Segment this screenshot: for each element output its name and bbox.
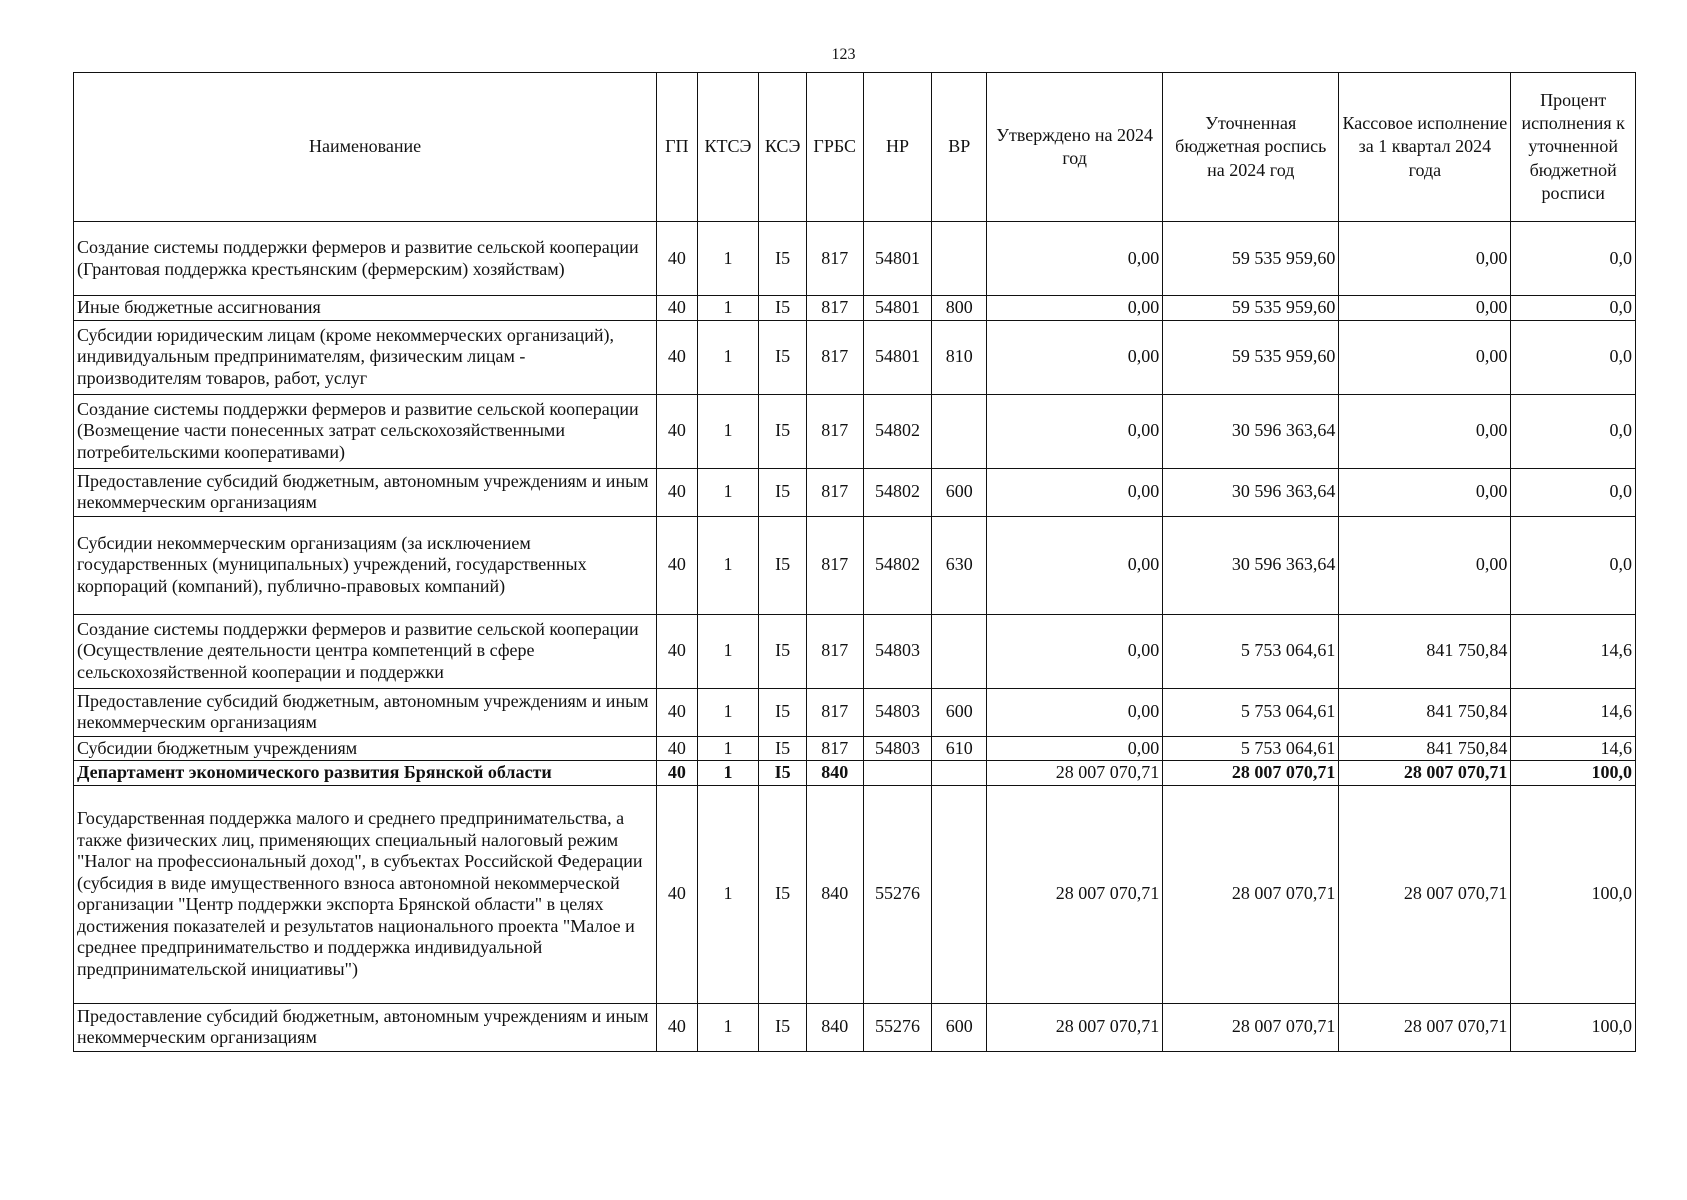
cell-name: Предоставление субсидий бюджетным, автономным учреждениям и иным некоммерческим организациям: [74, 1003, 657, 1051]
cell-refined: 59 535 959,60: [1163, 320, 1339, 394]
cell-ktse: 1: [697, 785, 759, 1003]
cell-nr: [863, 761, 932, 786]
table-row: [74, 296, 1636, 321]
cell-kse: I5: [759, 785, 807, 1003]
cell-vr: 630: [932, 516, 987, 614]
cell-gp: 40: [657, 688, 697, 736]
cell-refined: 5 753 064,61: [1163, 688, 1339, 736]
cell-percent: 100,0: [1511, 785, 1636, 1003]
cell-ktse: 1: [697, 761, 759, 786]
cell-vr: 800: [932, 296, 987, 321]
cell-cash: 0,00: [1339, 320, 1511, 394]
cell-cash: 0,00: [1339, 394, 1511, 468]
table-row: [74, 1003, 1636, 1051]
cell-cash: 0,00: [1339, 222, 1511, 296]
table-row: [74, 394, 1636, 468]
cell-grbs: 817: [806, 320, 863, 394]
cell-grbs: 817: [806, 736, 863, 761]
table-row: [74, 688, 1636, 736]
cell-gp: 40: [657, 614, 697, 688]
col-header-approved: Утверждено на 2024 год: [987, 73, 1163, 222]
cell-percent: 0,0: [1511, 320, 1636, 394]
table-header: [74, 73, 1636, 222]
cell-ktse: 1: [697, 614, 759, 688]
cell-kse: I5: [759, 614, 807, 688]
col-header-nr: НР: [863, 73, 932, 222]
cell-name: Субсидии бюджетным учреждениям: [74, 736, 657, 761]
cell-name: Иные бюджетные ассигнования: [74, 296, 657, 321]
cell-grbs: 840: [806, 785, 863, 1003]
cell-nr: 54801: [863, 222, 932, 296]
cell-grbs: 817: [806, 688, 863, 736]
cell-gp: 40: [657, 761, 697, 786]
cell-refined: 59 535 959,60: [1163, 222, 1339, 296]
cell-name: Создание системы поддержки фермеров и развитие сельской кооперации (Грантовая поддержка крестьянским (фермерским) хозяйствам): [74, 222, 657, 296]
cell-name: Государственная поддержка малого и среднего предпринимательства, а также физических лиц, применяющих специальный налоговый режим "Налог на профессиональный доход", в субъектах Российской Федерации (субсидия в виде имущественного взноса автономной некоммерческой организации "Центр поддержки экспорта Брянской области" в целях достижения показателей и результатов национального проекта "Малое и среднее предпринимательство и поддержка индивидуальной предпринимательской инициативы"): [74, 785, 657, 1003]
cell-grbs: 817: [806, 614, 863, 688]
cell-approved: 0,00: [987, 320, 1163, 394]
cell-ktse: 1: [697, 222, 759, 296]
cell-ktse: 1: [697, 296, 759, 321]
cell-refined: 59 535 959,60: [1163, 296, 1339, 321]
cell-name: Субсидии некоммерческим организациям (за исключением государственных (муниципальных) учреждений, государственных корпораций (компаний), публично-правовых компаний): [74, 516, 657, 614]
cell-gp: 40: [657, 296, 697, 321]
cell-percent: 100,0: [1511, 1003, 1636, 1051]
table-row: [74, 785, 1636, 1003]
cell-cash: 28 007 070,71: [1339, 761, 1511, 786]
cell-kse: I5: [759, 1003, 807, 1051]
cell-vr: [932, 761, 987, 786]
cell-name: Предоставление субсидий бюджетным, автономным учреждениям и иным некоммерческим организациям: [74, 688, 657, 736]
cell-grbs: 817: [806, 394, 863, 468]
cell-nr: 55276: [863, 785, 932, 1003]
cell-cash: 0,00: [1339, 468, 1511, 516]
cell-nr: 54802: [863, 468, 932, 516]
cell-nr: 54803: [863, 614, 932, 688]
cell-refined: 5 753 064,61: [1163, 736, 1339, 761]
cell-gp: 40: [657, 785, 697, 1003]
cell-vr: [932, 785, 987, 1003]
cell-percent: 14,6: [1511, 736, 1636, 761]
cell-kse: I5: [759, 320, 807, 394]
cell-approved: 28 007 070,71: [987, 761, 1163, 786]
cell-nr: 54802: [863, 516, 932, 614]
cell-approved: 0,00: [987, 614, 1163, 688]
cell-gp: 40: [657, 468, 697, 516]
cell-percent: 0,0: [1511, 296, 1636, 321]
cell-name: Создание системы поддержки фермеров и развитие сельской кооперации (Возмещение части понесенных затрат сельскохозяйственными потребительскими кооперативами): [74, 394, 657, 468]
cell-gp: 40: [657, 394, 697, 468]
cell-nr: 54801: [863, 296, 932, 321]
cell-cash: 841 750,84: [1339, 736, 1511, 761]
cell-grbs: 817: [806, 516, 863, 614]
cell-vr: [932, 394, 987, 468]
cell-grbs: 840: [806, 1003, 863, 1051]
budget-table: [73, 72, 1636, 1052]
table-row: [74, 736, 1636, 761]
cell-vr: 600: [932, 468, 987, 516]
cell-nr: 54803: [863, 688, 932, 736]
cell-cash: 841 750,84: [1339, 688, 1511, 736]
table-row: [74, 222, 1636, 296]
cell-kse: I5: [759, 736, 807, 761]
cell-grbs: 817: [806, 222, 863, 296]
cell-approved: 0,00: [987, 468, 1163, 516]
col-header-cash: Кассовое исполнение за 1 квартал 2024 года: [1339, 73, 1511, 222]
cell-kse: I5: [759, 222, 807, 296]
cell-kse: I5: [759, 688, 807, 736]
cell-approved: 0,00: [987, 394, 1163, 468]
table-row: [74, 761, 1636, 786]
cell-kse: I5: [759, 761, 807, 786]
col-header-kse: КСЭ: [759, 73, 807, 222]
cell-approved: 0,00: [987, 296, 1163, 321]
table-row: [74, 320, 1636, 394]
cell-approved: 0,00: [987, 222, 1163, 296]
cell-percent: 0,0: [1511, 468, 1636, 516]
cell-percent: 0,0: [1511, 394, 1636, 468]
cell-name: Создание системы поддержки фермеров и развитие сельской кооперации (Осуществление деятельности центра компетенций в сфере сельскохозяйственной кооперации и поддержки: [74, 614, 657, 688]
cell-ktse: 1: [697, 1003, 759, 1051]
cell-approved: 0,00: [987, 516, 1163, 614]
col-header-refined: Уточненная бюджетная роспись на 2024 год: [1163, 73, 1339, 222]
cell-cash: 28 007 070,71: [1339, 1003, 1511, 1051]
cell-gp: 40: [657, 736, 697, 761]
table-row: [74, 516, 1636, 614]
cell-nr: 54803: [863, 736, 932, 761]
cell-percent: 0,0: [1511, 222, 1636, 296]
cell-vr: 600: [932, 688, 987, 736]
cell-percent: 14,6: [1511, 614, 1636, 688]
cell-approved: 28 007 070,71: [987, 785, 1163, 1003]
cell-nr: 54801: [863, 320, 932, 394]
cell-kse: I5: [759, 468, 807, 516]
col-header-vr: ВР: [932, 73, 987, 222]
cell-name: Субсидии юридическим лицам (кроме некоммерческих организаций), индивидуальным предпринимателям, физическим лицам - производителям товаров, работ, услуг: [74, 320, 657, 394]
cell-gp: 40: [657, 222, 697, 296]
cell-name: Предоставление субсидий бюджетным, автономным учреждениям и иным некоммерческим организациям: [74, 468, 657, 516]
cell-grbs: 817: [806, 468, 863, 516]
cell-kse: I5: [759, 394, 807, 468]
cell-refined: 28 007 070,71: [1163, 1003, 1339, 1051]
cell-gp: 40: [657, 516, 697, 614]
cell-nr: 54802: [863, 394, 932, 468]
cell-cash: 28 007 070,71: [1339, 785, 1511, 1003]
cell-refined: 28 007 070,71: [1163, 761, 1339, 786]
cell-cash: 841 750,84: [1339, 614, 1511, 688]
col-header-ktse: КТСЭ: [697, 73, 759, 222]
cell-ktse: 1: [697, 516, 759, 614]
cell-gp: 40: [657, 1003, 697, 1051]
cell-vr: [932, 614, 987, 688]
cell-ktse: 1: [697, 736, 759, 761]
cell-refined: 30 596 363,64: [1163, 394, 1339, 468]
cell-cash: 0,00: [1339, 516, 1511, 614]
cell-refined: 5 753 064,61: [1163, 614, 1339, 688]
cell-percent: 14,6: [1511, 688, 1636, 736]
col-header-name: Наименование: [74, 73, 657, 222]
table-body: [74, 222, 1636, 1052]
cell-ktse: 1: [697, 394, 759, 468]
cell-percent: 100,0: [1511, 761, 1636, 786]
page-number: 123: [831, 46, 856, 63]
cell-nr: 55276: [863, 1003, 932, 1051]
cell-approved: 0,00: [987, 736, 1163, 761]
col-header-percent: Процент исполнения к уточненной бюджетной росписи: [1511, 73, 1636, 222]
col-header-grbs: ГРБС: [806, 73, 863, 222]
cell-refined: 28 007 070,71: [1163, 785, 1339, 1003]
cell-gp: 40: [657, 320, 697, 394]
cell-ktse: 1: [697, 320, 759, 394]
cell-vr: 810: [932, 320, 987, 394]
cell-ktse: 1: [697, 688, 759, 736]
table-row: [74, 614, 1636, 688]
cell-vr: [932, 222, 987, 296]
cell-approved: 28 007 070,71: [987, 1003, 1163, 1051]
cell-ktse: 1: [697, 468, 759, 516]
cell-vr: 600: [932, 1003, 987, 1051]
cell-vr: 610: [932, 736, 987, 761]
cell-refined: 30 596 363,64: [1163, 468, 1339, 516]
cell-kse: I5: [759, 296, 807, 321]
cell-cash: 0,00: [1339, 296, 1511, 321]
cell-approved: 0,00: [987, 688, 1163, 736]
cell-percent: 0,0: [1511, 516, 1636, 614]
cell-refined: 30 596 363,64: [1163, 516, 1339, 614]
cell-name: Департамент экономического развития Брянской области: [74, 761, 657, 786]
cell-kse: I5: [759, 516, 807, 614]
cell-grbs: 817: [806, 296, 863, 321]
cell-grbs: 840: [806, 761, 863, 786]
table-row: [74, 468, 1636, 516]
col-header-gp: ГП: [657, 73, 697, 222]
